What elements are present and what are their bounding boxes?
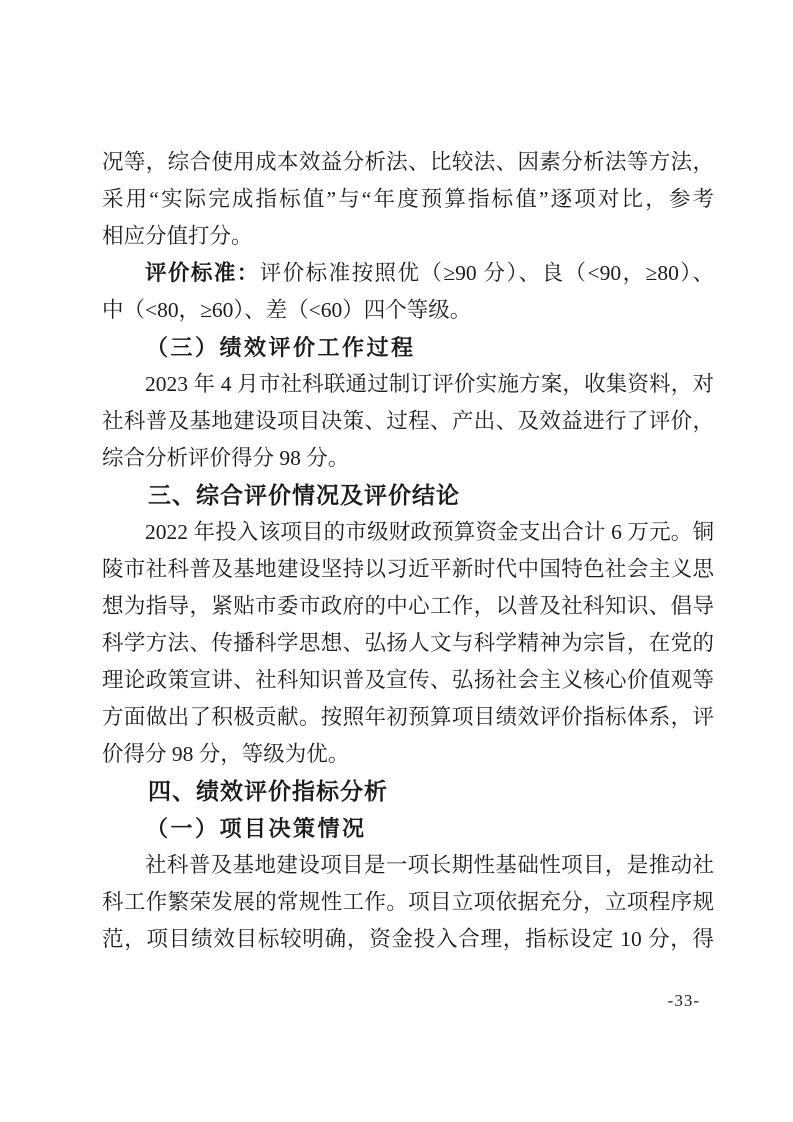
body-line: 社科普及基地建设项目是一项长期性基础性项目，是推动社 bbox=[145, 853, 714, 877]
body-line: 中（<80，≥60）、差（<60）四个等级。 bbox=[102, 298, 472, 322]
body-line: 科学方法、传播科学思想、弘扬人文与科学精神为宗旨，在党的 bbox=[102, 631, 714, 655]
heading-part-3: 三、综合评价情况及评价结论 bbox=[148, 482, 460, 508]
text-block bbox=[102, 144, 714, 958]
body-line: 陵市社科普及基地建设坚持以习近平新时代中国特色社会主义思 bbox=[102, 557, 714, 581]
body-line: 科工作繁荣发展的常规性工作。项目立项依据充分，立项程序规 bbox=[102, 890, 714, 914]
heading-section-3: （三）绩效评价工作过程 bbox=[146, 335, 416, 360]
body-line: 社科普及基地建设项目决策、过程、产出、及效益进行了评价， bbox=[102, 409, 714, 433]
body-line: 范，项目绩效目标较明确，资金投入合理，指标设定 10 分，得 bbox=[102, 927, 714, 951]
body-line: 方面做出了积极贡献。按照年初预算项目绩效评价指标体系，评 bbox=[102, 705, 714, 729]
paragraph-lead-label: 评价标准： bbox=[145, 261, 260, 285]
body-line: 综合分析评价得分 98 分。 bbox=[102, 446, 350, 470]
body-line: 2023 年 4 月市社科联通过制订评价实施方案，收集资料，对 bbox=[145, 372, 714, 396]
body-line bbox=[102, 255, 714, 292]
body-line: 价得分 98 分，等级为优。 bbox=[102, 742, 350, 766]
body-line: 采用“实际完成指标值”与“年度预算指标值”逐项对比，参考 bbox=[102, 187, 714, 211]
body-line: 想为指导，紧贴市委市政府的中心工作，以普及社科知识、倡导 bbox=[102, 594, 714, 618]
page-number: -33- bbox=[667, 991, 700, 1010]
body-line: 2022 年投入该项目的市级财政预算资金支出合计 6 万元。铜 bbox=[145, 520, 714, 544]
body-line: 相应分值打分。 bbox=[102, 224, 253, 248]
body-line: 况等，综合使用成本效益分析法、比较法、因素分析法等方法， bbox=[102, 150, 714, 174]
body-line: 理论政策宣讲、社科知识普及宣传、弘扬社会主义核心价值观等 bbox=[102, 668, 714, 692]
body-line-text: 评价标准按照优（≥90 分）、良（<90，≥80）、 bbox=[259, 261, 714, 285]
heading-section-1: （一）项目决策情况 bbox=[146, 816, 367, 841]
heading-part-4: 四、绩效评价指标分析 bbox=[148, 778, 388, 804]
